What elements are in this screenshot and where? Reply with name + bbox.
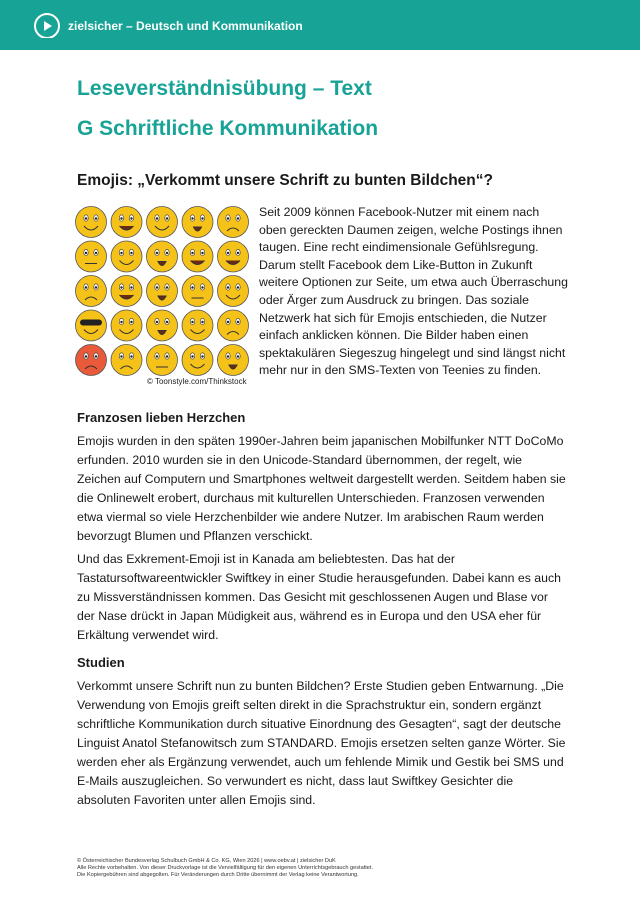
emoji-face-icon	[76, 276, 107, 307]
header-wave-decoration	[0, 38, 640, 52]
image-caption: © Toonstyle.com/Thinkstock	[147, 377, 247, 386]
footer-line: © Österreichischer Bundesverlag Schulbuch GmbH & Co. KG, Wien 2026 | www.oebv.at | zielsicher DuK	[77, 858, 336, 864]
article-title: Emojis: „Verkommt unsere Schrift zu bunten Bildchen“?	[77, 172, 493, 189]
footer-line: Alle Rechte vorbehalten. Von dieser Druckvorlage ist die Vervielfältigung für den eigenen Unterrichtsgebrauch gestattet.	[77, 865, 374, 871]
emoji-face-icon	[182, 207, 213, 238]
emoji-face-icon	[111, 207, 142, 238]
brand-text: zielsicher – Deutsch und Kommunikation	[68, 19, 303, 33]
emoji-face-icon	[111, 310, 142, 341]
emoji-face-icon	[182, 241, 213, 272]
emoji-face-icon	[182, 276, 213, 307]
emoji-face-icon	[111, 345, 142, 376]
emoji-face-icon	[218, 345, 249, 376]
emoji-face-icon	[218, 276, 249, 307]
paragraph-studien: Verkommt unsere Schrift nun zu bunten Bildchen? Erste Studien geben Entwarnung. „Die Verwendung von Emojis greift selten direkt in die Sprachstruktur ein, sondern ergänzt schriftliche Kommunikation durch situative Einordnung des Gesagten“, sagt der deutsche Linguist Anatol Stefanowitsch zum STANDARD. Emojis ersetzen selten ganze Wörter. Sie werden eher als Ergänzung verwendet, auch um fehlende Mimik und Gestik bei SMS und E-Mails auszugleichen. So verwundert es nicht, dass laut Swiftkey Gesichter die absoluten Favoriten unter allen Emojis sind.	[77, 679, 566, 807]
emoji-face-icon	[218, 207, 249, 238]
emoji-face-icon	[182, 345, 213, 376]
emoji-face-icon	[147, 276, 178, 307]
emoji-face-icon	[147, 207, 178, 238]
play-logo-icon	[34, 13, 60, 39]
page-title: Leseverständnisübung – Text	[77, 77, 372, 100]
page-subtitle: G Schriftliche Kommunikation	[77, 117, 379, 140]
emoji-face-icon	[76, 345, 107, 376]
emoji-face-icon	[111, 276, 142, 307]
emoji-face-icon	[76, 241, 107, 272]
section-heading-franzosen: Franzosen lieben Herzchen	[77, 410, 246, 425]
emoji-face-icon	[147, 310, 178, 341]
intro-paragraph: Seit 2009 können Facebook-Nutzer mit einem nach oben gereckten Daumen zeigen, welche Postings ihnen taugen. Eine recht eindimensionale Gefühlsregung. Darum stellt Facebook dem Like-Button in Zukunft weitere Optionen zur Seite, um etwa auch Überraschung oder Ärger zum Ausdruck zu bringen. Das soziale Netzwerk hat sich für Emojis entschieden, die Nutzer einfach anklicken können. Die Bilder haben einen spektakulären Siegeszug hingelegt und sind längst nicht mehr nur in den SMS-Texten von Teenies zu finden.	[259, 205, 568, 378]
brand	[34, 13, 303, 39]
footer-line: Die Kopiergebühren sind abgegolten. Für Veränderungen durch Dritte übernimmt der Verlag keine Verantwortung.	[77, 872, 359, 878]
footer	[77, 858, 577, 879]
emoji-face-icon	[147, 241, 178, 272]
section-heading-studien: Studien	[77, 655, 125, 670]
emoji-face-icon	[218, 241, 249, 272]
emoji-face-icon	[76, 310, 107, 341]
emoji-face-icon	[182, 310, 213, 341]
emoji-face-icon	[218, 310, 249, 341]
emoji-face-icon	[111, 241, 142, 272]
paragraph-franzosen-1: Emojis wurden in den späten 1990er-Jahren beim japanischen Mobilfunker NTT DoCoMo erfunden. 2010 wurden sie in den Unicode-Standard übernommen, der regelt, wie Zeichen auf Computern und Smartphones weltweit dargestellt werden. Seitdem haben sie die Onlinewelt erobert, durchaus mit kulturellen Unterschieden. Franzosen verwenden etwa viermal so viele Herzchenbilder wie andere Nutzer. Im arabischen Raum werden bevorzugt Blumen und Pflanzen verschickt.	[77, 434, 566, 543]
emoji-image	[74, 205, 250, 377]
emoji-face-icon	[76, 207, 107, 238]
header-bar	[0, 0, 640, 50]
emoji-face-icon	[147, 345, 178, 376]
paragraph-franzosen-2: Und das Exkrement-Emoji ist in Kanada am beliebtesten. Das hat der Tastatursoftwareentwickler Swiftkey in einer Studie herausgefunden. Dabei kann es auch zu Missverständnissen kommen. Das Gesicht mit geschlossenen Augen und Blase vor der Nase drückt in Japan Müdigkeit aus, während es in Europa und den USA eher für Erkältung verwendet wird.	[77, 552, 561, 642]
